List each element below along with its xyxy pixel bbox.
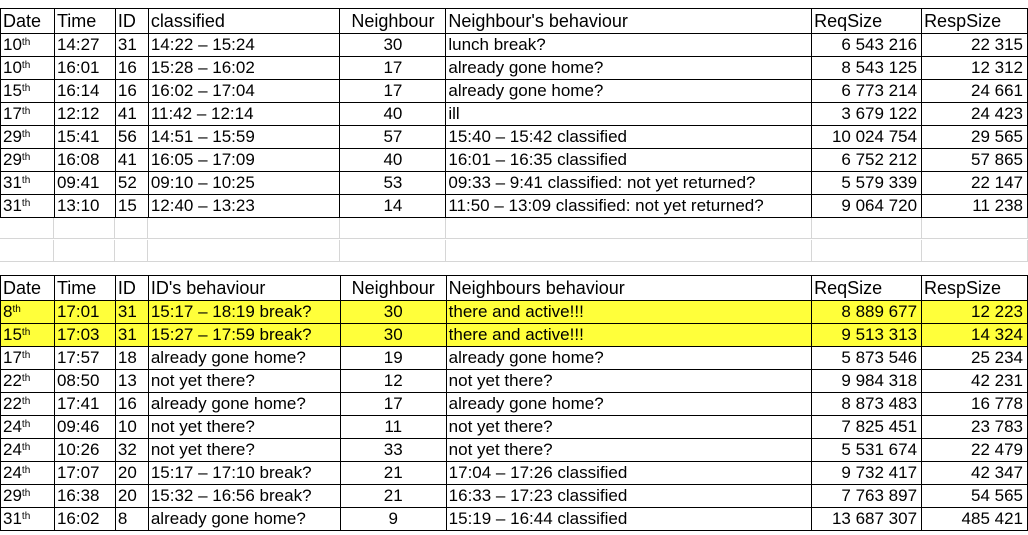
date-value: 22 xyxy=(3,371,22,390)
respsize-cell: 12 312 xyxy=(922,57,1028,80)
reqsize-cell: 9 732 417 xyxy=(812,462,922,485)
neighbour-behaviour-cell: already gone home? xyxy=(446,393,811,416)
id-cell: 18 xyxy=(115,347,148,370)
date-cell xyxy=(1,34,55,57)
time-cell: 13:10 xyxy=(54,195,115,218)
id-cell: 31 xyxy=(115,301,148,324)
column-header: RespSize xyxy=(922,276,1028,301)
table-id-behaviour xyxy=(0,275,1028,531)
date-cell xyxy=(1,57,55,80)
date-suffix: th xyxy=(21,419,31,430)
table-row xyxy=(1,508,1028,531)
column-header: Neighbours behaviour xyxy=(446,276,811,301)
column-header: Time xyxy=(54,276,115,301)
id-cell: 16 xyxy=(115,80,148,103)
date-suffix: th xyxy=(21,373,31,384)
respsize-cell: 23 783 xyxy=(922,416,1028,439)
id-cell: 31 xyxy=(115,34,148,57)
date-value: 31 xyxy=(3,173,22,192)
behaviour-cell: 15:28 – 16:02 xyxy=(148,57,340,80)
date-cell xyxy=(1,347,55,370)
date-cell xyxy=(1,80,55,103)
behaviour-cell: not yet there? xyxy=(148,416,340,439)
date-cell xyxy=(1,462,55,485)
time-cell: 10:26 xyxy=(54,439,115,462)
column-header: Neighbour xyxy=(340,276,446,301)
respsize-cell: 14 324 xyxy=(922,324,1028,347)
reqsize-cell: 5 531 674 xyxy=(812,439,922,462)
respsize-cell: 22 315 xyxy=(922,34,1028,57)
column-header: classified xyxy=(148,9,340,34)
id-cell: 20 xyxy=(115,485,148,508)
reqsize-cell: 8 889 677 xyxy=(812,301,922,324)
behaviour-cell: 16:05 – 17:09 xyxy=(148,149,340,172)
date-cell xyxy=(1,195,55,218)
date-value: 29 xyxy=(3,127,22,146)
reqsize-cell: 9 984 318 xyxy=(812,370,922,393)
table-row xyxy=(1,439,1028,462)
reqsize-cell: 13 687 307 xyxy=(812,508,922,531)
neighbour-cell: 17 xyxy=(340,80,446,103)
neighbour-cell: 21 xyxy=(340,485,446,508)
time-cell: 17:01 xyxy=(54,301,115,324)
date-suffix: th xyxy=(21,350,31,361)
date-cell xyxy=(1,370,55,393)
date-value: 24 xyxy=(3,463,22,482)
time-cell: 16:02 xyxy=(54,508,115,531)
date-suffix: th xyxy=(21,37,31,48)
neighbour-cell: 9 xyxy=(340,508,446,531)
behaviour-cell: already gone home? xyxy=(148,393,340,416)
respsize-cell: 29 565 xyxy=(922,126,1028,149)
neighbour-behaviour-cell: 16:01 – 16:35 classified xyxy=(446,149,812,172)
time-cell: 09:41 xyxy=(54,172,115,195)
column-header: RespSize xyxy=(922,9,1028,34)
date-value: 31 xyxy=(3,196,22,215)
neighbour-behaviour-cell: not yet there? xyxy=(446,416,811,439)
reqsize-cell: 10 024 754 xyxy=(812,126,922,149)
time-cell: 17:03 xyxy=(54,324,115,347)
date-suffix: th xyxy=(21,175,31,186)
date-value: 15 xyxy=(3,325,22,344)
neighbour-cell: 11 xyxy=(340,416,446,439)
respsize-cell: 54 565 xyxy=(922,485,1028,508)
time-cell: 12:12 xyxy=(54,103,115,126)
reqsize-cell: 6 773 214 xyxy=(812,80,922,103)
date-cell xyxy=(1,439,55,462)
table-row xyxy=(1,370,1028,393)
reqsize-cell: 8 873 483 xyxy=(812,393,922,416)
neighbour-behaviour-cell: ill xyxy=(446,103,812,126)
neighbour-behaviour-cell: not yet there? xyxy=(446,439,811,462)
reqsize-cell: 5 579 339 xyxy=(812,172,922,195)
table-row xyxy=(1,462,1028,485)
column-header: ReqSize xyxy=(812,276,922,301)
column-header: Time xyxy=(54,9,115,34)
behaviour-cell: 14:22 – 15:24 xyxy=(148,34,340,57)
table-row xyxy=(1,324,1028,347)
column-header: Date xyxy=(1,9,55,34)
behaviour-cell: 15:17 – 18:19 break? xyxy=(148,301,340,324)
table-row xyxy=(1,195,1028,218)
id-cell: 16 xyxy=(115,57,148,80)
date-cell xyxy=(1,126,55,149)
column-header: ID xyxy=(115,276,148,301)
behaviour-cell: 16:02 – 17:04 xyxy=(148,80,340,103)
time-cell: 16:14 xyxy=(54,80,115,103)
respsize-cell: 22 479 xyxy=(922,439,1028,462)
date-value: 17 xyxy=(3,348,22,367)
table-row xyxy=(1,485,1028,508)
behaviour-cell: not yet there? xyxy=(148,370,340,393)
date-value: 29 xyxy=(3,150,22,169)
date-cell xyxy=(1,103,55,126)
behaviour-cell: already gone home? xyxy=(148,347,340,370)
date-cell xyxy=(1,393,55,416)
reqsize-cell: 9 513 313 xyxy=(812,324,922,347)
respsize-cell: 12 223 xyxy=(922,301,1028,324)
id-cell: 41 xyxy=(115,103,148,126)
neighbour-behaviour-cell: 11:50 – 13:09 classified: not yet returned? xyxy=(446,195,812,218)
date-value: 29 xyxy=(3,486,22,505)
time-cell: 17:41 xyxy=(54,393,115,416)
date-cell xyxy=(1,416,55,439)
column-header: ID's behaviour xyxy=(148,276,340,301)
column-header: Neighbour's behaviour xyxy=(446,9,812,34)
reqsize-cell: 7 763 897 xyxy=(812,485,922,508)
date-suffix: th xyxy=(21,511,31,522)
date-value: 24 xyxy=(3,417,22,436)
behaviour-cell: 11:42 – 12:14 xyxy=(148,103,340,126)
table-row xyxy=(1,301,1028,324)
date-suffix: th xyxy=(21,106,31,117)
respsize-cell: 22 147 xyxy=(922,172,1028,195)
time-cell: 14:27 xyxy=(54,34,115,57)
respsize-cell: 485 421 xyxy=(922,508,1028,531)
date-suffix: th xyxy=(12,304,21,315)
reqsize-cell: 5 873 546 xyxy=(812,347,922,370)
time-cell: 09:46 xyxy=(54,416,115,439)
table-row xyxy=(1,172,1028,195)
table-row xyxy=(1,34,1028,57)
neighbour-behaviour-cell: already gone home? xyxy=(446,347,811,370)
table-classified-ids xyxy=(0,8,1028,218)
date-suffix: th xyxy=(21,129,31,140)
date-suffix: th xyxy=(21,83,31,94)
date-value: 31 xyxy=(3,509,22,528)
date-value: 22 xyxy=(3,394,22,413)
neighbour-behaviour-cell: there and active!!! xyxy=(446,324,811,347)
date-suffix: th xyxy=(21,152,31,163)
neighbour-cell: 12 xyxy=(340,370,446,393)
respsize-cell: 11 238 xyxy=(922,195,1028,218)
date-value: 10 xyxy=(3,58,22,77)
id-cell: 15 xyxy=(115,195,148,218)
date-suffix: th xyxy=(21,465,31,476)
table-row xyxy=(1,80,1028,103)
behaviour-cell: 15:27 – 17:59 break? xyxy=(148,324,340,347)
neighbour-behaviour-cell: 15:19 – 16:44 classified xyxy=(446,508,811,531)
neighbour-behaviour-cell: 17:04 – 17:26 classified xyxy=(446,462,811,485)
behaviour-cell: not yet there? xyxy=(148,439,340,462)
date-suffix: th xyxy=(21,488,31,499)
behaviour-cell: 15:17 – 17:10 break? xyxy=(148,462,340,485)
neighbour-behaviour-cell: 16:33 – 17:23 classified xyxy=(446,485,811,508)
neighbour-cell: 33 xyxy=(340,439,446,462)
neighbour-cell: 57 xyxy=(340,126,446,149)
neighbour-behaviour-cell: 15:40 – 15:42 classified xyxy=(446,126,812,149)
id-cell: 52 xyxy=(115,172,148,195)
neighbour-cell: 53 xyxy=(340,172,446,195)
neighbour-cell: 30 xyxy=(340,324,446,347)
respsize-cell: 42 231 xyxy=(922,370,1028,393)
date-cell xyxy=(1,172,55,195)
reqsize-cell: 8 543 125 xyxy=(812,57,922,80)
id-cell: 41 xyxy=(115,149,148,172)
neighbour-cell: 30 xyxy=(340,34,446,57)
date-value: 17 xyxy=(3,104,22,123)
reqsize-cell: 6 752 212 xyxy=(812,149,922,172)
reqsize-cell: 3 679 122 xyxy=(812,103,922,126)
column-header: ReqSize xyxy=(812,9,922,34)
id-cell: 56 xyxy=(115,126,148,149)
respsize-cell: 24 423 xyxy=(922,103,1028,126)
neighbour-cell: 19 xyxy=(340,347,446,370)
behaviour-cell: 09:10 – 10:25 xyxy=(148,172,340,195)
date-cell xyxy=(1,301,55,324)
date-cell xyxy=(1,485,55,508)
date-value: 15 xyxy=(3,81,22,100)
column-header: Date xyxy=(1,276,55,301)
neighbour-cell: 30 xyxy=(340,301,446,324)
behaviour-cell: 15:32 – 16:56 break? xyxy=(148,485,340,508)
respsize-cell: 42 347 xyxy=(922,462,1028,485)
neighbour-behaviour-cell: not yet there? xyxy=(446,370,811,393)
reqsize-cell: 7 825 451 xyxy=(812,416,922,439)
column-header: Neighbour xyxy=(340,9,446,34)
time-cell: 15:41 xyxy=(54,126,115,149)
date-cell xyxy=(1,149,55,172)
time-cell: 17:07 xyxy=(54,462,115,485)
id-cell: 31 xyxy=(115,324,148,347)
respsize-cell: 57 865 xyxy=(922,149,1028,172)
time-cell: 16:38 xyxy=(54,485,115,508)
neighbour-cell: 17 xyxy=(340,57,446,80)
time-cell: 08:50 xyxy=(54,370,115,393)
date-suffix: th xyxy=(21,198,31,209)
table-row xyxy=(1,57,1028,80)
reqsize-cell: 9 064 720 xyxy=(812,195,922,218)
reqsize-cell: 6 543 216 xyxy=(812,34,922,57)
neighbour-cell: 17 xyxy=(340,393,446,416)
neighbour-cell: 40 xyxy=(340,149,446,172)
header-row xyxy=(1,276,1028,301)
date-cell xyxy=(1,508,55,531)
date-suffix: th xyxy=(21,60,31,71)
date-cell xyxy=(1,324,55,347)
table-row xyxy=(1,347,1028,370)
date-value: 24 xyxy=(3,440,22,459)
behaviour-cell: 14:51 – 15:59 xyxy=(148,126,340,149)
table-row xyxy=(1,103,1028,126)
table-row xyxy=(1,416,1028,439)
neighbour-behaviour-cell: already gone home? xyxy=(446,80,812,103)
id-cell: 16 xyxy=(115,393,148,416)
respsize-cell: 16 778 xyxy=(922,393,1028,416)
neighbour-cell: 40 xyxy=(340,103,446,126)
date-suffix: th xyxy=(21,396,31,407)
date-suffix: th xyxy=(21,327,31,338)
neighbour-cell: 14 xyxy=(340,195,446,218)
time-cell: 16:01 xyxy=(54,57,115,80)
table-row xyxy=(1,126,1028,149)
table-row xyxy=(1,393,1028,416)
behaviour-cell: already gone home? xyxy=(148,508,340,531)
respsize-cell: 24 661 xyxy=(922,80,1028,103)
time-cell: 16:08 xyxy=(54,149,115,172)
behaviour-cell: 12:40 – 13:23 xyxy=(148,195,340,218)
date-suffix: th xyxy=(21,442,31,453)
date-value: 10 xyxy=(3,35,22,54)
date-value: 8 xyxy=(3,302,13,321)
neighbour-cell: 21 xyxy=(340,462,446,485)
table-row xyxy=(1,149,1028,172)
neighbour-behaviour-cell: there and active!!! xyxy=(446,301,811,324)
header-row xyxy=(1,9,1028,34)
id-cell: 20 xyxy=(115,462,148,485)
id-cell: 32 xyxy=(115,439,148,462)
time-cell: 17:57 xyxy=(54,347,115,370)
neighbour-behaviour-cell: already gone home? xyxy=(446,57,812,80)
id-cell: 10 xyxy=(115,416,148,439)
respsize-cell: 25 234 xyxy=(922,347,1028,370)
neighbour-behaviour-cell: lunch break? xyxy=(446,34,812,57)
id-cell: 13 xyxy=(115,370,148,393)
column-header: ID xyxy=(115,9,148,34)
id-cell: 8 xyxy=(115,508,148,531)
neighbour-behaviour-cell: 09:33 – 9:41 classified: not yet returned? xyxy=(446,172,812,195)
